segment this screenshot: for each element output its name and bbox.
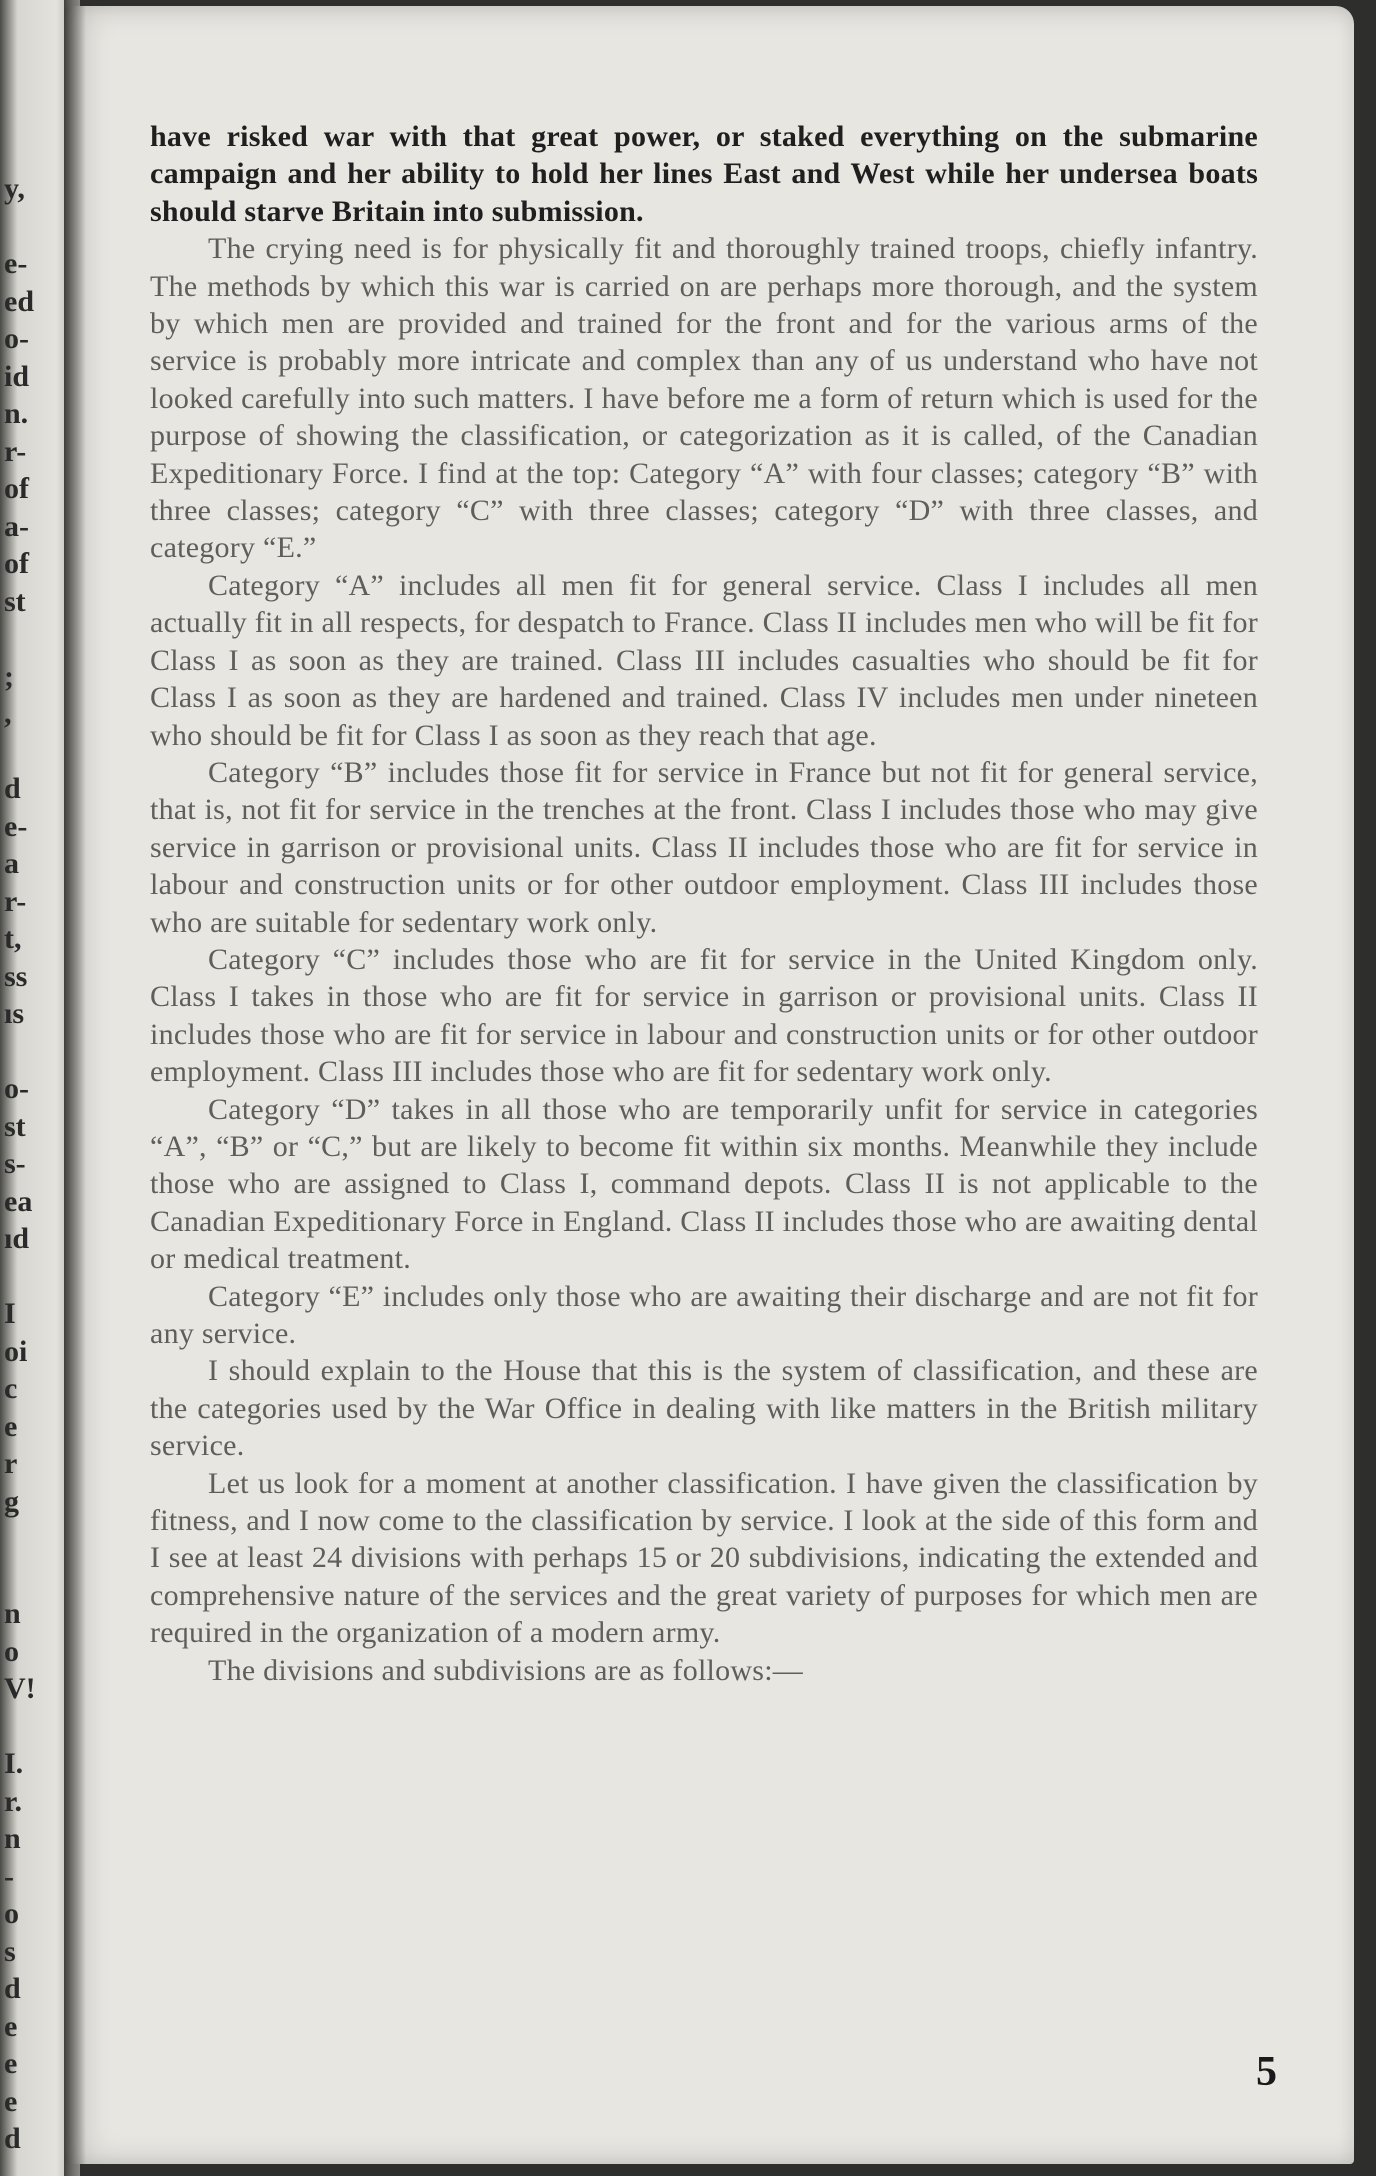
facing-page-fragment: ea — [4, 1184, 33, 1218]
facing-page-fragment: d — [4, 2122, 21, 2155]
facing-page-fragment — [4, 1258, 36, 1296]
facing-page-fragment: I. — [4, 1747, 24, 1780]
facing-page-fragment: ss — [4, 959, 28, 993]
facing-page-fragment: ; — [4, 659, 14, 693]
facing-page-fragment: e- — [4, 247, 28, 280]
facing-page-fragment: ıs — [4, 997, 25, 1030]
facing-page-fragment: g — [4, 1484, 19, 1518]
page-number: 5 — [1256, 2049, 1277, 2095]
facing-page-fragment — [4, 1708, 36, 1746]
facing-page-fragment: e — [4, 2047, 18, 2080]
facing-page-fragment: a- — [4, 509, 29, 543]
facing-page-fragment: V! — [4, 1672, 36, 1705]
facing-page-fragment: e- — [4, 809, 28, 843]
paragraph-war-office: I should explain to the House that this is the system of classification, and these are the categories used by the War Office in dealing with like matters in the British military service. — [150, 1354, 1258, 1463]
page-body — [150, 118, 1258, 1689]
facing-page-fragment: s — [4, 1934, 16, 1968]
facing-page-fragment — [4, 1558, 36, 1596]
facing-page-fragment: r. — [4, 1784, 23, 1818]
facing-page-fragment: I — [4, 1297, 16, 1330]
paragraph-category-a: Category “A” includes all men fit for general service. Class I includes all men actually fit in all respects, for despatch to France. Class II includes men who will be fit for Class I as soon as they are trained. Class III includes casualties who should be fit for Class I as soon as they are hardened and trained. Class IV includes men under nineteen who should be fit for Class I as soon as they reach that age. — [150, 568, 1258, 752]
facing-page-fragment: of — [4, 472, 29, 505]
facing-page-fragment: d — [4, 772, 21, 805]
facing-page-fragment — [4, 620, 36, 658]
facing-page-fragment: o- — [4, 1072, 29, 1105]
facing-page-fragment: of — [4, 547, 29, 580]
facing-page-fragment: s- — [4, 1147, 26, 1180]
facing-page-fragment: d — [4, 1972, 21, 2005]
facing-page-fragment: e — [4, 2009, 18, 2043]
facing-page-fragment — [4, 1520, 36, 1558]
facing-page-fragment — [4, 1033, 36, 1071]
facing-page-fragment: , — [4, 697, 12, 730]
facing-page-fragment: t, — [4, 922, 22, 955]
facing-page-fragment: n — [4, 1822, 21, 1855]
paragraph-classification-by-service: Let us look for a moment at another classification. I have given the classification by fitness, and I now come to the classification by service. I look at the side of this form and I see at least 24 divisions with perhaps 15 or 20 subdivisions, indicating the extended and comprehensive nature of the services and the great variety of purposes for which men are required in the organization of a modern army. — [150, 1466, 1258, 1650]
facing-page-text-fragments — [4, 170, 36, 2158]
paragraph-category-e: Category “E” includes only those who are awaiting their discharge and are not fit for any service. — [150, 1279, 1258, 1350]
facing-page-fragment: e — [4, 2084, 18, 2118]
facing-page-fragment: y, — [4, 172, 25, 205]
facing-page-fragment: ed — [4, 284, 34, 318]
paragraph-category-c: Category “C” includes those who are fit for service in the United Kingdom only. Class I takes in those who are fit for service in garrison or provisional units. Class II includes those who are fit for service in labour and construction units or for other outdoor employment. Class III includes those who are fit for sedentary work only. — [150, 942, 1258, 1089]
paragraph-divisions-intro: The divisions and subdivisions are as follows:— — [208, 1653, 804, 1687]
facing-page-fragment: n. — [4, 397, 29, 430]
facing-page-fragment: c — [4, 1372, 18, 1405]
facing-page-fragment: o — [4, 1897, 19, 1930]
facing-page-fragment: oi — [4, 1334, 28, 1368]
facing-page-fragment: o — [4, 1634, 19, 1668]
facing-page-fragment: ıd — [4, 1222, 30, 1255]
facing-page-fragment: o- — [4, 322, 29, 355]
facing-page-fragment: r — [4, 1447, 18, 1480]
facing-page-fragment: r- — [4, 884, 27, 918]
facing-page-fragment: st — [4, 1109, 26, 1143]
paragraph-continuation: have risked war with that great power, or staked everything on the submarine campaign and her ability to hold her lines East and West while her undersea boats should starve Britain into submission. — [150, 120, 1258, 228]
paragraph-crying-need: The crying need is for physically fit and thoroughly trained troops, chiefly infantry. The methods by which this war is carried on are perhaps more thorough, and the system by which men are provided and trained for the front and for the various arms of the service is probably more intricate and complex than any of us understand who have not looked carefully into such matters. I have before me a form of return which is used for the purpose of showing the classification, or categorization as it is called, of the Canadian Expeditionary Force. I find at the top: Category “A” with four classes; category “B” with three classes; category “C” with three classes; category “D” with three classes, and category “E.” — [150, 232, 1258, 565]
facing-page-fragment: r- — [4, 434, 27, 468]
facing-page-fragment: a — [4, 847, 19, 880]
facing-page-fragment: e — [4, 1409, 18, 1443]
paragraph-category-d: Category “D” takes in all those who are temporarily unfit for service in categories “A”, “B” or “C,” but are likely to become fit within six months. Meanwhile they include those who are assigned to Class I, command depots. Class II is not applicable to the Canadian Expeditionary Force in England. Class II includes those who are awaiting dental or medical treatment. — [150, 1092, 1258, 1276]
facing-page-fragment: st — [4, 584, 26, 618]
book-spine-shadow — [64, 0, 86, 2176]
facing-page-fragment: id — [4, 359, 30, 393]
facing-page-fragment — [4, 733, 36, 771]
facing-page-fragment — [4, 208, 36, 246]
facing-page-fragment: n — [4, 1597, 21, 1630]
facing-page-fragment: - — [4, 1859, 14, 1893]
paragraph-category-b: Category “B” includes those fit for service in France but not fit for general service, that is, not fit for service in the trenches at the front. Class I includes those who may give service in garrison or provisional units. Class II includes those who are fit for service in labour and construction units or for other outdoor employment. Class III includes those who are suitable for sedentary work only. — [150, 755, 1258, 939]
